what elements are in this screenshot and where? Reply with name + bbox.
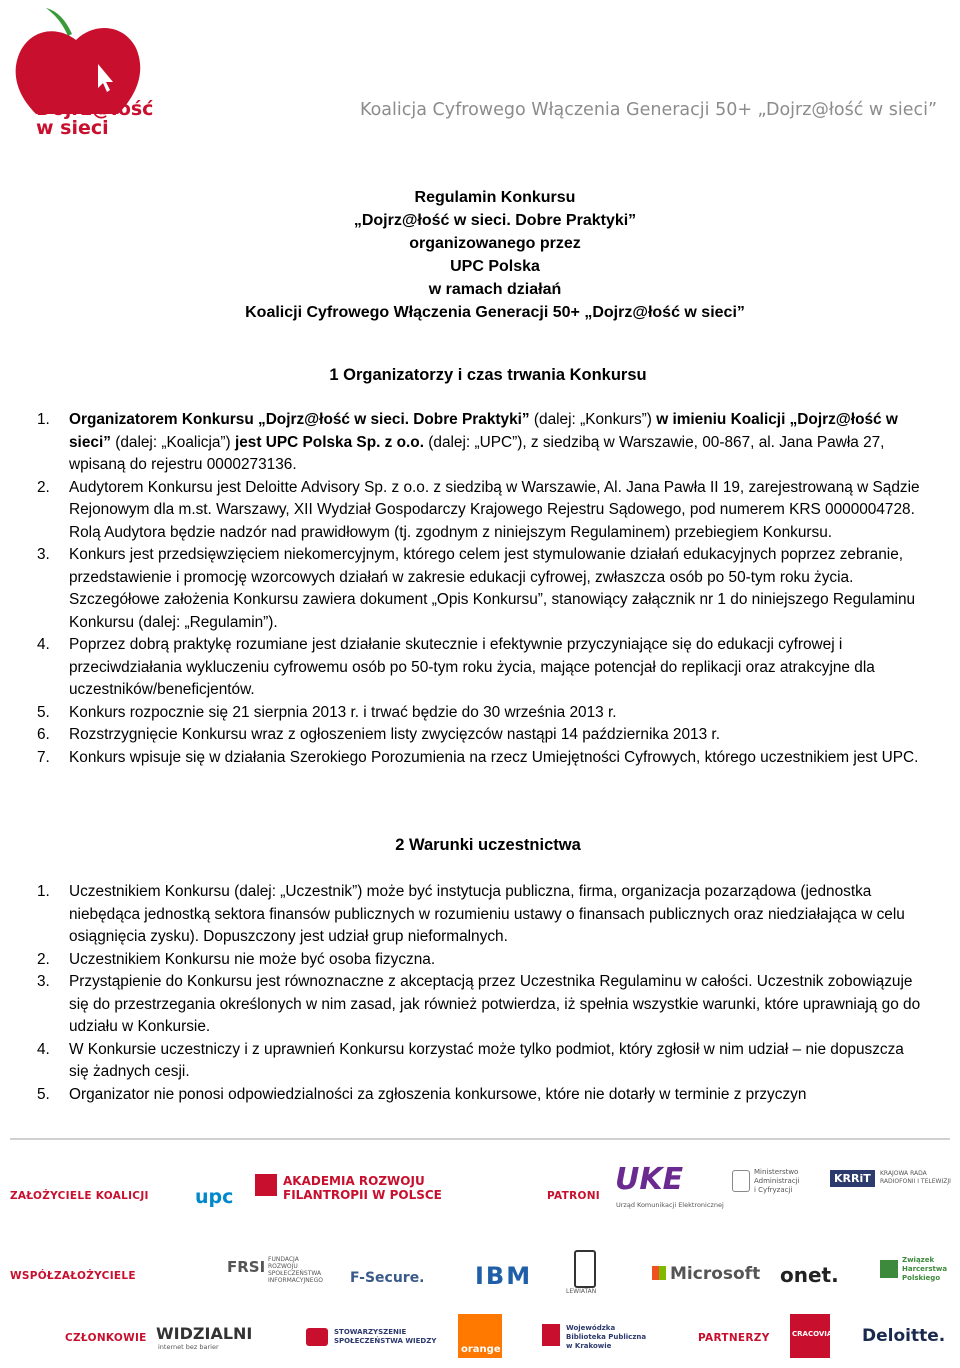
title-line: „Dojrz@łość w sieci. Dobre Praktyki” [353, 212, 637, 229]
onet-logo: onet. [780, 1263, 839, 1287]
frsi-line: SPOŁECZEŃSTWA [268, 1270, 322, 1277]
akademia-text [283, 1174, 442, 1202]
list-item [37, 747, 922, 770]
list-item [37, 409, 922, 477]
section-2-heading [0, 836, 960, 855]
stowarzyszenie-text [334, 1328, 436, 1346]
uke-logo [615, 1162, 683, 1197]
list-item-number: 3. [37, 546, 50, 563]
microsoft-text: Microsoft [670, 1264, 761, 1284]
harcerstwo-line: Polskiego [902, 1274, 941, 1282]
harcerstwo-line: Harcerstwa [902, 1265, 948, 1273]
ministry-line: Administracji [754, 1177, 800, 1185]
body-text: Organizator nie ponosi odpowiedzialności za zgłoszenia konkursowe, które nie dotarły w terminie z przyczyn [69, 1085, 807, 1103]
list-item [37, 634, 922, 702]
krrit-line: RADIOFONII I TELEWIZJI [880, 1178, 951, 1185]
title-line: organizowanego przez [409, 235, 581, 252]
section-1-list [37, 409, 922, 769]
list-item-number: 5. [37, 703, 50, 721]
list-item [37, 1039, 922, 1084]
biblioteka-line: Wojewódzka [566, 1324, 616, 1332]
body-text: Konkurs jest przedsięwzięciem niekomercyjnym, którego celem jest stymulowanie działań edukacyjnych poprzez zebranie, przedstawienie i promocję wzorcowych działań w zakresie edukacji cyfrowej, zwłaszcza osób po 50-tym roku życia. Szczegółowe założenia Konkursu zawiera dokument „Opis Konkursu”, stanowiący załącznik nr 1 do niniejszego Regulaminu Konkursu (dalej: „Regulamin”). [69, 546, 916, 631]
stowarzyszenie-line: SPOŁECZEŃSTWA WIEDZY [334, 1337, 437, 1345]
deloitte-logo: Deloitte. [862, 1326, 946, 1346]
founders-label: ZAŁOŻYCIELE KOALICJI [10, 1190, 149, 1202]
stowarzyszenie-line: STOWARZYSZENIE [334, 1328, 407, 1336]
list-item-number: 3. [37, 973, 50, 990]
footer-cofounders-row [10, 1248, 955, 1308]
list-item-number: 4. [37, 636, 50, 653]
footer-members-row [10, 1312, 955, 1364]
body-text: Rozstrzygnięcie Konkursu wraz z ogłoszeniem listy zwycięzców nastąpi 14 października 2013 r. [69, 726, 720, 743]
title-line: UPC Polska [450, 258, 540, 275]
title-line: Regulamin Konkursu [414, 189, 576, 206]
cracovia-logo [790, 1314, 833, 1358]
section-2-heading-text: 2 Warunki uczestnictwa [395, 836, 581, 854]
akademia-line: AKADEMIA ROZWOJU [283, 1174, 425, 1188]
bold-text: w imieniu Koalicji „Dojrz@łość w sieci” [69, 411, 898, 451]
logo-line-1: Dojrz@łość [36, 98, 154, 120]
stowarzyszenie-icon [306, 1328, 328, 1346]
footer-founders-row [10, 1150, 955, 1230]
list-item-number: 2. [37, 950, 50, 968]
body-text: Poprzez dobrą praktykę rozumiane jest działanie skutecznie i efektywnie przyczyniające się do edukacji cyfrowej i przeciwdziałania wykluczeniu cyfrowemu osób po 50-tym roku życia, mające potencjał do replikacji oraz atrakcyjne dla uczestników/beneficjentów. [69, 636, 875, 698]
body-text: Konkurs rozpocznie się 21 sierpnia 2013 r. i trwać będzie do 30 września 2013 r. [69, 703, 617, 721]
ministry-line: Ministerstwo [754, 1168, 799, 1176]
bold-text: Organizatorem Konkursu „Dojrz@łość w sieci. Dobre Praktyki” [69, 411, 530, 428]
body-text: (dalej: „UPC”), z siedzibą w Warszawie, 00-867, al. Jana Pawła 27, wpisaną do rejestru 0000273136. [69, 433, 885, 473]
list-item [37, 702, 922, 725]
list-item-number: 5. [37, 1085, 50, 1103]
widzialni-text: WIDZIALNI [156, 1324, 253, 1343]
microsoft-icon [652, 1266, 666, 1280]
krrit-line: KRAJOWA RADA [880, 1170, 927, 1177]
frsi-text: FRSI [227, 1258, 266, 1276]
members-label: CZŁONKOWIE [65, 1332, 147, 1344]
harcerstwo-icon [880, 1260, 898, 1278]
list-item-number: 4. [37, 1040, 50, 1058]
list-item [37, 971, 922, 1039]
biblioteka-line: Biblioteka Publiczna [566, 1333, 647, 1341]
section-1-heading-text: 1 Organizatorzy i czas trwania Konkursu [329, 366, 647, 384]
lewiatan-icon [574, 1250, 596, 1288]
bold-text: jest UPC Polska Sp. z o.o. [234, 433, 424, 451]
partners-label: PARTNERZY [698, 1332, 770, 1344]
ministry-text [754, 1168, 800, 1195]
footer-divider [10, 1138, 950, 1140]
uke-subtitle: Urząd Komunikacji Elektronicznej [616, 1201, 724, 1209]
akademia-icon [255, 1174, 277, 1196]
list-item-number: 1. [37, 883, 50, 900]
ministry-line: i Cyfryzacji [754, 1186, 793, 1194]
section-2-list [37, 881, 922, 1106]
orange-logo [458, 1314, 502, 1358]
cofounders-label: WSPÓŁZAŁOŻYCIELE [10, 1270, 136, 1282]
apple-logo [6, 4, 154, 154]
list-item-number: 6. [37, 726, 50, 743]
eagle-icon [732, 1170, 750, 1192]
lewiatan-text: LEWIATAN [566, 1288, 597, 1295]
frsi-line: ROZWOJU [268, 1263, 298, 1270]
list-item-number: 1. [37, 411, 50, 428]
list-item-number: 2. [37, 478, 50, 496]
upc-text: upc [195, 1186, 234, 1208]
fsecure-logo: F-Secure. [350, 1270, 425, 1286]
biblioteka-line: w Krakowie [566, 1342, 612, 1350]
title-line: Koalicji Cyfrowego Włączenia Generacji 50+ „Dojrz@łość w sieci” [245, 304, 745, 321]
akademia-line: FILANTROPII W POLSCE [283, 1188, 442, 1202]
frsi-logo [227, 1258, 265, 1276]
biblioteka-icon [542, 1324, 560, 1346]
frsi-line: INFORMACYJNEGO [268, 1277, 323, 1284]
body-text: Audytorem Konkursu jest Deloitte Advisory Sp. z o.o. z siedzibą w Warszawie, Al. Jana Pawła II 19, zarejestrowaną w Sądzie Rejonowym dla m.st. Warszawy, XII Wydział Gospodarczy Krajowego Rejestru Sądowego, pod numerem KRS 0000004728. Rolą Audytora będzie nadzór nad prawidłowym (tj. zgodnym z niniejszym Regulaminem) przebiegiem Konkursu. [69, 478, 920, 541]
widzialni-subtitle: internet bez barier [158, 1343, 219, 1351]
body-text: Konkurs wpisuje się w działania Szerokiego Porozumienia na rzecz Umiejętności Cyfrowych, którego uczestnikiem jest UPC. [69, 748, 919, 766]
orange-text: orange [461, 1344, 501, 1355]
widzialni-logo [156, 1324, 252, 1343]
upc-logo [195, 1186, 233, 1208]
biblioteka-text [566, 1324, 646, 1351]
list-item-number: 7. [37, 748, 50, 766]
krrit-badge: KRRiT [830, 1170, 875, 1187]
section-1-heading [0, 366, 960, 385]
list-item [37, 1084, 922, 1107]
body-text: Uczestnikiem Konkursu (dalej: „Uczestnik”) może być instytucja publiczna, firma, organizacja pozarządowa (jednostka niebędąca jednostką sektora finansów publicznych w rozumieniu ustawy o finansach publicznych oraz niedziałająca w celu osiągnięcia zysku). Dopuszczony jest udział grup nieformalnych. [69, 883, 905, 945]
logo-line-2: w sieci [36, 117, 109, 139]
body-text: Uczestnikiem Konkursu nie może być osoba fizyczna. [69, 950, 436, 968]
list-item [37, 544, 922, 634]
coalition-title: Koalicja Cyfrowego Włączenia Generacji 50+ „Dojrz@łość w sieci” [360, 100, 938, 120]
list-item [37, 881, 922, 949]
uke-text: UKE [615, 1162, 684, 1197]
body-text: (dalej: „Konkurs”) [529, 411, 657, 428]
list-item [37, 949, 922, 972]
title-line: w ramach działań [428, 281, 562, 298]
document-title [100, 186, 890, 324]
frsi-subtitle [268, 1256, 323, 1284]
patrons-label: PATRONI [547, 1190, 601, 1202]
frsi-line: FUNDACJA [268, 1256, 299, 1263]
microsoft-logo [652, 1264, 760, 1284]
harcerstwo-line: Związek [902, 1256, 935, 1264]
cracovia-text: CRACOVIA [792, 1330, 833, 1338]
ibm-logo: IBM [475, 1262, 533, 1290]
logo-text [36, 100, 153, 138]
body-text: W Konkursie uczestniczy i z uprawnień Konkursu korzystać może tylko podmiot, który zgłosił w nim udział – nie dopuszcza się żadnych cesji. [69, 1040, 904, 1080]
body-text: Przystąpienie do Konkursu jest równoznaczne z akceptacją przez Uczestnika Regulaminu w całości. Uczestnik zobowiązuje się do przestrzegania określonych w nim zasad, jak również potwierdza, iż spełnia wszystkie warunki, które uprawniają go do udziału w Konkursie. [69, 973, 921, 1035]
list-item [37, 724, 922, 747]
body-text: (dalej: „Koalicja”) [110, 433, 235, 451]
krrit-text [880, 1170, 951, 1186]
list-item [37, 477, 922, 545]
harcerstwo-text [902, 1256, 947, 1283]
